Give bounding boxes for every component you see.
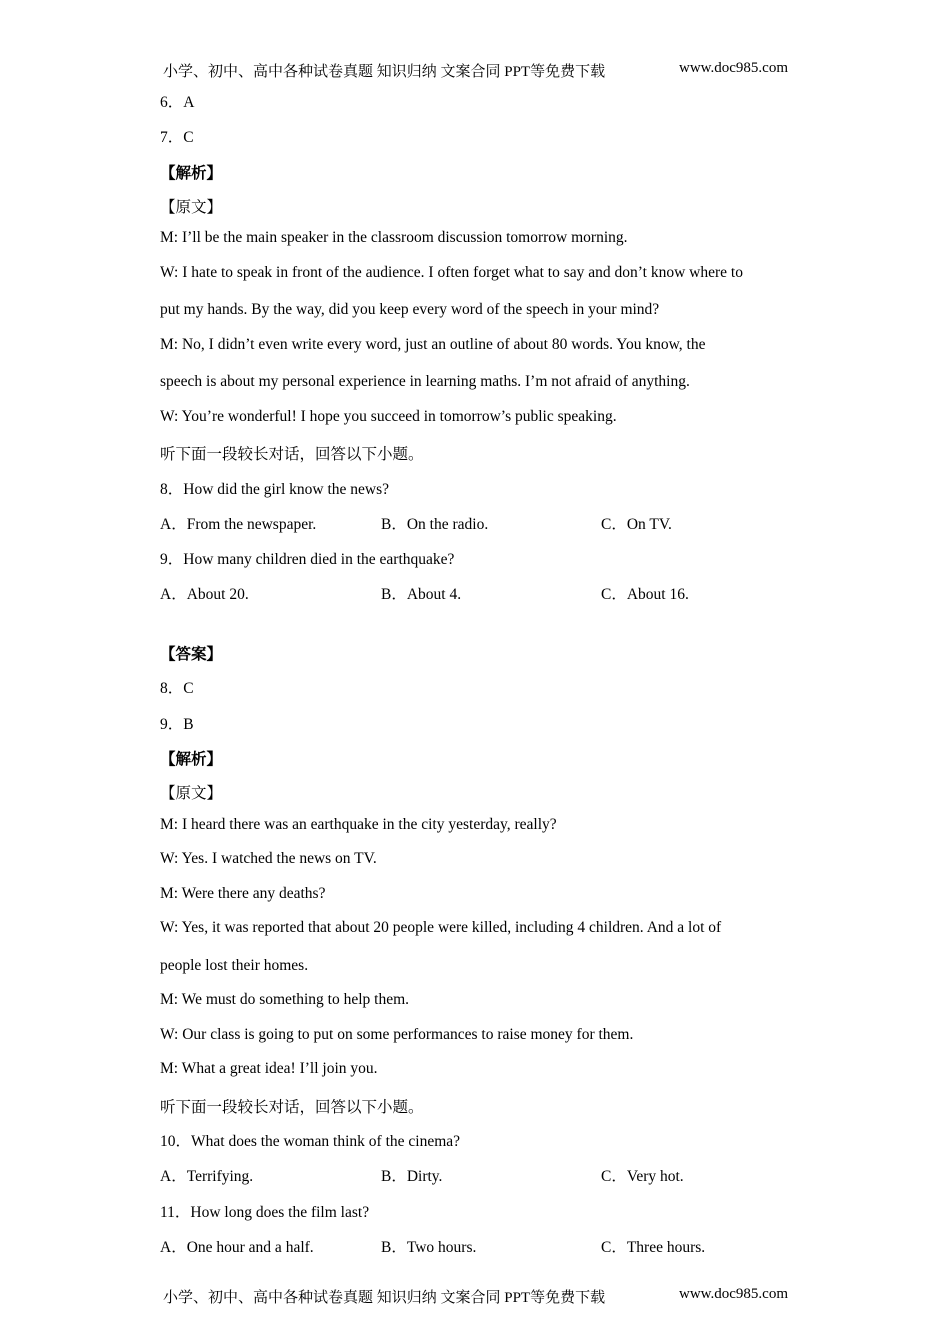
instruction: 听下面一段较长对话，回答以下小题。: [160, 1099, 424, 1116]
q11-option-c: C．Three hours.: [601, 1239, 706, 1256]
source-label: 【原文】: [160, 785, 223, 802]
dialogue-line: W: You’re wonderful! I hope you succeed in tomorrow’s public speaking.: [160, 408, 617, 425]
page-header: [163, 60, 788, 81]
dialogue-line: W: Yes. I watched the news on TV.: [160, 850, 377, 867]
page-footer: [163, 1286, 788, 1307]
q10-option-b: B．Dirty.: [381, 1168, 443, 1185]
q8-option-c: C．On TV.: [601, 516, 672, 533]
dialogue-line: W: I hate to speak in front of the audience. I often forget what to say and don’t know where to: [160, 264, 743, 281]
q9-option-a: A．About 20.: [160, 586, 249, 603]
header-url: www.doc985.com: [678, 60, 788, 76]
question-8: 8．How did the girl know the news?: [160, 481, 390, 498]
answer-label: 【答案】: [160, 646, 223, 663]
answer-8: 8．C: [160, 680, 194, 697]
question-11: 11．How long does the film last?: [160, 1204, 370, 1221]
footer-text: 小学、初中、高中各种试卷真题 知识归纳 文案合同 PPT等免费下载: [163, 1290, 606, 1306]
dialogue-line: M: We must do something to help them.: [160, 991, 410, 1008]
dialogue-line: M: What a great idea! I’ll join you.: [160, 1060, 378, 1077]
dialogue-line: M: I’ll be the main speaker in the classroom discussion tomorrow morning.: [160, 229, 628, 246]
q8-option-b: B．On the radio.: [381, 516, 489, 533]
q11-option-a: A．One hour and a half.: [160, 1239, 314, 1256]
dialogue-line: W: Yes, it was reported that about 20 people were killed, including 4 children. And a lot of: [160, 919, 722, 936]
question-9: 9．How many children died in the earthquake?: [160, 551, 455, 568]
answer-6: 6．A: [160, 94, 195, 111]
instruction: 听下面一段较长对话，回答以下小题。: [160, 446, 424, 463]
dialogue-line: people lost their homes.: [160, 957, 309, 974]
dialogue-line: put my hands. By the way, did you keep every word of the speech in your mind?: [160, 301, 660, 318]
q9-option-b: B．About 4.: [381, 586, 462, 603]
q10-option-a: A．Terrifying.: [160, 1168, 254, 1185]
dialogue-line: W: Our class is going to put on some performances to raise money for them.: [160, 1026, 634, 1043]
analysis-label: 【解析】: [160, 751, 223, 768]
dialogue-line: M: No, I didn’t even write every word, just an outline of about 80 words. You know, the: [160, 336, 706, 353]
q10-option-c: C．Very hot.: [601, 1168, 684, 1185]
dialogue-line: M: Were there any deaths?: [160, 885, 326, 902]
analysis-label: 【解析】: [160, 165, 223, 182]
footer-url: www.doc985.com: [678, 1286, 788, 1302]
answer-7: 7．C: [160, 129, 194, 146]
source-label: 【原文】: [160, 199, 223, 216]
answer-9: 9．B: [160, 716, 194, 733]
q11-option-b: B．Two hours.: [381, 1239, 477, 1256]
question-10: 10．What does the woman think of the cinema?: [160, 1133, 461, 1150]
q8-option-a: A．From the newspaper.: [160, 516, 317, 533]
header-text: 小学、初中、高中各种试卷真题 知识归纳 文案合同 PPT等免费下载: [163, 64, 606, 80]
dialogue-line: M: I heard there was an earthquake in the city yesterday, really?: [160, 816, 557, 833]
dialogue-line: speech is about my personal experience in learning maths. I’m not afraid of anything.: [160, 373, 690, 390]
q9-option-c: C．About 16.: [601, 586, 689, 603]
